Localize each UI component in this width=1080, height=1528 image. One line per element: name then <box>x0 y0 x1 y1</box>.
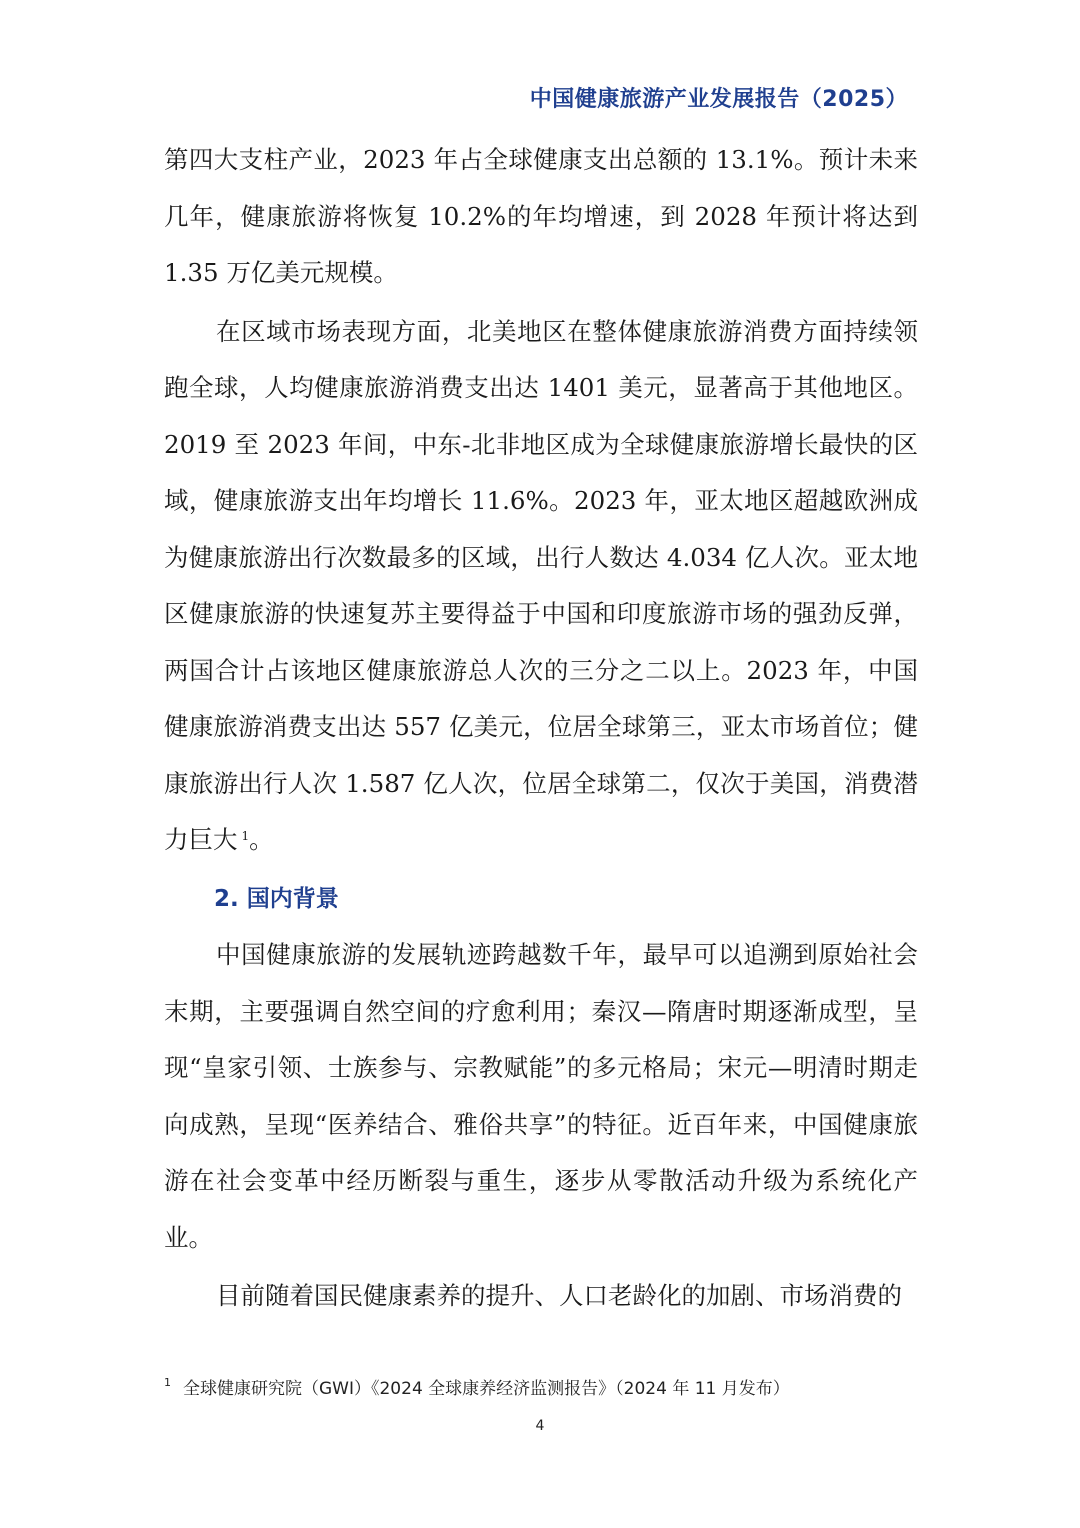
footnote <box>164 1374 790 1399</box>
paragraph-3: 中国健康旅游的发展轨迹跨越数千年，最早可以追溯到原始社会末期，主要强调自然空间的疗愈利用；秦汉—隋唐时期逐渐成型，呈现“皇家引领、士族参与、宗教赋能”的多元格局；宋元—明清时期走向成熟，呈现“医养结合、雅俗共享”的特征。近百年来，中国健康旅游在社会变革中经历断裂与重生，逐步从零散活动升级为系统化产业。 <box>164 940 918 1252</box>
section-heading: 2. 国内背景 <box>214 885 339 912</box>
paragraph-4: 目前随着国民健康素养的提升、人口老龄化的加剧、市场消费的 <box>216 1281 902 1310</box>
footnote-reference[interactable]: 1 <box>241 829 250 843</box>
running-header-title: 中国健康旅游产业发展报告（2025） <box>529 87 908 112</box>
document-body <box>164 132 918 1325</box>
footnote-mark: 1 <box>164 1376 171 1389</box>
paragraph-1: 第四大支柱产业，2023 年占全球健康支出总额的 13.1%。预计未来几年，健康旅游将恢复 10.2%的年均增速，到 2028 年预计将达到 1.35 万亿美元规模。 <box>164 145 918 287</box>
page-number: 4 <box>535 1418 545 1434</box>
paragraph-2 <box>164 304 918 869</box>
footnote-text: 全球健康研究院（GWI）《2024 全球康养经济监测报告》（2024 年 11 月发布） <box>183 1379 790 1399</box>
paragraph-2-end: 。 <box>249 825 274 854</box>
paragraph-2-text: 在区域市场表现方面，北美地区在整体健康旅游消费方面持续领跑全球，人均健康旅游消费支出达 1401 美元，显著高于其他地区。2019 至 2023 年间，中东-北非地区成为全球健康旅游增长最快的区域，健康旅游支出年均增长 11.6%。2023 年，亚太地区超越欧洲成为健康旅游出行次数最多的区域，出行人数达 4.034 亿人次。亚太地区健康旅游的快速复苏主要得益于中国和印度旅游市场的强劲反弹，两国合计占该地区健康旅游总人次的三分之二以上。2023 年，中国健康旅游消费支出达 557 亿美元，位居全球第三，亚太市场首位；健康旅游出行人次 1.587 亿人次，位居全球第二，仅次于美国，消费潜力巨大 <box>164 316 918 854</box>
